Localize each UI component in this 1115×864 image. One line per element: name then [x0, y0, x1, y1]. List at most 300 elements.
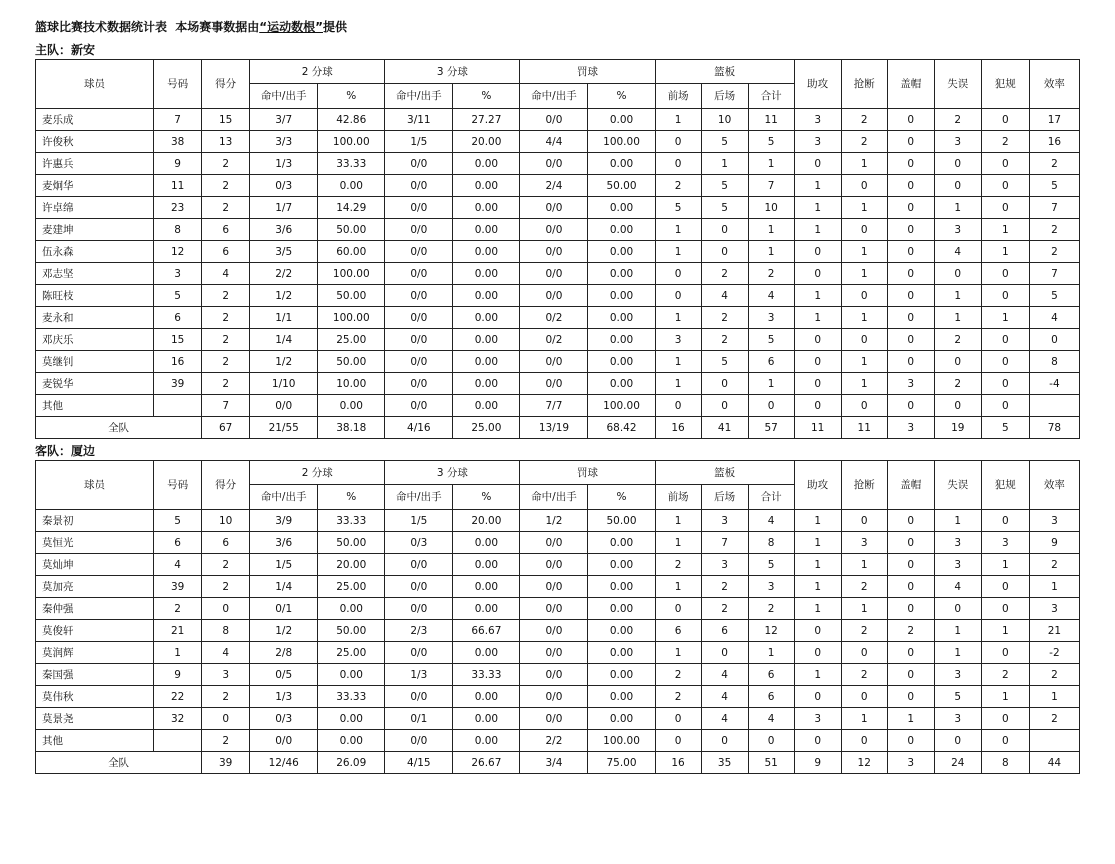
fouls-cell: 3	[981, 532, 1029, 554]
three-pt-made-att-cell: 1/5	[385, 131, 453, 153]
turnovers-cell: 3	[934, 554, 981, 576]
two-pt-made-att-cell: 1/10	[250, 373, 318, 395]
number-cell: 21	[154, 620, 202, 642]
number-cell: 39	[154, 576, 202, 598]
points-cell: 2	[202, 197, 250, 219]
assists-cell: 0	[794, 241, 841, 263]
number-cell: 5	[154, 510, 202, 532]
points-cell: 2	[202, 730, 250, 752]
assists-cell: 0	[794, 395, 841, 417]
turnovers-cell: 3	[934, 532, 981, 554]
subheader-pct: %	[588, 84, 655, 109]
three-pt-pct-cell: 0.00	[453, 395, 520, 417]
steals-cell: 2	[841, 576, 887, 598]
def-reb-cell: 0	[701, 395, 748, 417]
ft-made-att-total-cell: 3/4	[520, 752, 588, 774]
player-row	[36, 131, 1080, 153]
three-pt-pct-cell: 0.00	[453, 351, 520, 373]
header-assists: 助攻	[794, 461, 841, 510]
total-reb-cell: 5	[748, 329, 794, 351]
player-name-cell: 许惠兵	[36, 153, 154, 175]
off-reb-cell: 1	[655, 307, 701, 329]
player-row	[36, 686, 1080, 708]
header-player: 球员	[36, 461, 154, 510]
steals-cell: 1	[841, 153, 887, 175]
three-pt-pct-cell: 0.00	[453, 307, 520, 329]
player-name-cell: 麦建坤	[36, 219, 154, 241]
ft-pct-cell: 0.00	[588, 373, 655, 395]
number-cell: 2	[154, 598, 202, 620]
player-name-cell: 邓庆乐	[36, 329, 154, 351]
def-reb-cell: 3	[701, 554, 748, 576]
def-reb-cell: 0	[701, 373, 748, 395]
off-reb-cell: 2	[655, 664, 701, 686]
def-reb-total-cell: 41	[701, 417, 748, 439]
two-pt-pct-cell: 33.33	[318, 510, 385, 532]
assists-cell: 1	[794, 510, 841, 532]
header-free-throw: 罚球	[520, 461, 655, 485]
points-cell: 4	[202, 263, 250, 285]
ft-made-att-cell: 0/0	[520, 153, 588, 175]
blocks-cell: 0	[887, 730, 934, 752]
steals-cell: 1	[841, 307, 887, 329]
player-name-cell: 秦仲强	[36, 598, 154, 620]
two-pt-pct-cell: 25.00	[318, 329, 385, 351]
subheader-total-reb: 合计	[748, 84, 794, 109]
total-reb-cell: 3	[748, 576, 794, 598]
subheader-def-reb: 后场	[701, 84, 748, 109]
total-reb-cell: 8	[748, 532, 794, 554]
efficiency-total-cell: 78	[1029, 417, 1079, 439]
two-pt-made-att-cell: 0/3	[250, 175, 318, 197]
def-reb-cell: 4	[701, 664, 748, 686]
header-rebounds: 篮板	[655, 60, 794, 84]
turnovers-cell: 5	[934, 686, 981, 708]
turnovers-cell: 1	[934, 620, 981, 642]
player-row	[36, 219, 1080, 241]
number-cell: 5	[154, 285, 202, 307]
def-reb-cell: 5	[701, 351, 748, 373]
assists-cell: 1	[794, 554, 841, 576]
efficiency-cell: 2	[1029, 554, 1079, 576]
def-reb-cell: 7	[701, 532, 748, 554]
three-pt-made-att-cell: 0/0	[385, 307, 453, 329]
fouls-cell: 1	[981, 241, 1029, 263]
points-cell: 15	[202, 109, 250, 131]
turnovers-cell: 1	[934, 307, 981, 329]
player-row	[36, 576, 1080, 598]
total-reb-cell: 6	[748, 351, 794, 373]
subheader-made-att: 命中/出手	[520, 485, 588, 510]
two-pt-pct-cell: 0.00	[318, 664, 385, 686]
two-pt-made-att-cell: 0/0	[250, 395, 318, 417]
total-reb-cell: 0	[748, 730, 794, 752]
efficiency-cell: 2	[1029, 153, 1079, 175]
steals-cell: 0	[841, 395, 887, 417]
blocks-cell: 0	[887, 351, 934, 373]
fouls-cell: 0	[981, 263, 1029, 285]
blocks-cell: 1	[887, 708, 934, 730]
two-pt-made-att-cell: 1/3	[250, 153, 318, 175]
two-pt-pct-cell: 60.00	[318, 241, 385, 263]
three-pt-made-att-cell: 0/0	[385, 373, 453, 395]
header-free-throw: 罚球	[520, 60, 655, 84]
total-reb-total-cell: 51	[748, 752, 794, 774]
player-row	[36, 620, 1080, 642]
points-total-cell: 67	[202, 417, 250, 439]
blocks-cell: 0	[887, 664, 934, 686]
subheader-pct: %	[453, 485, 520, 510]
ft-pct-cell: 0.00	[588, 686, 655, 708]
ft-pct-cell: 0.00	[588, 153, 655, 175]
two-pt-made-att-cell: 1/5	[250, 554, 318, 576]
total-reb-cell: 1	[748, 642, 794, 664]
header-number: 号码	[154, 461, 202, 510]
assists-cell: 0	[794, 642, 841, 664]
two-pt-made-att-cell: 1/2	[250, 620, 318, 642]
ft-made-att-cell: 0/0	[520, 241, 588, 263]
three-pt-pct-cell: 0.00	[453, 263, 520, 285]
header-blocks: 盖帽	[887, 60, 934, 109]
off-reb-cell: 2	[655, 686, 701, 708]
total-reb-cell: 11	[748, 109, 794, 131]
def-reb-cell: 2	[701, 576, 748, 598]
efficiency-cell: -4	[1029, 373, 1079, 395]
assists-cell: 1	[794, 576, 841, 598]
efficiency-cell: 21	[1029, 620, 1079, 642]
points-cell: 0	[202, 708, 250, 730]
points-cell: 2	[202, 285, 250, 307]
off-reb-cell: 1	[655, 219, 701, 241]
ft-pct-cell: 100.00	[588, 131, 655, 153]
turnovers-cell: 0	[934, 395, 981, 417]
total-reb-cell: 6	[748, 686, 794, 708]
two-pt-made-att-cell: 0/0	[250, 730, 318, 752]
away-stats-table	[35, 460, 1080, 774]
fouls-cell: 0	[981, 576, 1029, 598]
two-pt-made-att-cell: 1/1	[250, 307, 318, 329]
player-row	[36, 263, 1080, 285]
player-row	[36, 510, 1080, 532]
two-pt-pct-cell: 0.00	[318, 395, 385, 417]
steals-cell: 1	[841, 554, 887, 576]
three-pt-pct-total-cell: 26.67	[453, 752, 520, 774]
off-reb-cell: 0	[655, 153, 701, 175]
turnovers-cell: 0	[934, 351, 981, 373]
points-cell: 0	[202, 598, 250, 620]
steals-cell: 3	[841, 532, 887, 554]
subheader-pct: %	[588, 485, 655, 510]
off-reb-cell: 1	[655, 532, 701, 554]
blocks-cell: 0	[887, 153, 934, 175]
steals-cell: 0	[841, 686, 887, 708]
turnovers-cell: 0	[934, 175, 981, 197]
ft-made-att-cell: 0/0	[520, 598, 588, 620]
fouls-total-cell: 8	[981, 752, 1029, 774]
ft-pct-cell: 0.00	[588, 241, 655, 263]
total-reb-cell: 1	[748, 219, 794, 241]
def-reb-cell: 0	[701, 730, 748, 752]
turnovers-cell: 1	[934, 285, 981, 307]
number-cell: 15	[154, 329, 202, 351]
steals-cell: 1	[841, 373, 887, 395]
three-pt-pct-cell: 27.27	[453, 109, 520, 131]
team-total-row	[36, 417, 1080, 439]
points-cell: 4	[202, 642, 250, 664]
ft-made-att-cell: 0/0	[520, 219, 588, 241]
ft-pct-cell: 0.00	[588, 197, 655, 219]
player-row	[36, 197, 1080, 219]
ft-pct-cell: 0.00	[588, 576, 655, 598]
efficiency-cell: 3	[1029, 598, 1079, 620]
three-pt-made-att-cell: 0/0	[385, 598, 453, 620]
assists-cell: 1	[794, 664, 841, 686]
header-assists: 助攻	[794, 60, 841, 109]
off-reb-cell: 0	[655, 395, 701, 417]
def-reb-cell: 2	[701, 598, 748, 620]
player-name-cell: 莫恒光	[36, 532, 154, 554]
ft-pct-cell: 0.00	[588, 219, 655, 241]
assists-cell: 1	[794, 197, 841, 219]
efficiency-cell: 4	[1029, 307, 1079, 329]
number-cell: 12	[154, 241, 202, 263]
number-cell: 23	[154, 197, 202, 219]
turnovers-cell: 1	[934, 197, 981, 219]
points-cell: 2	[202, 329, 250, 351]
blocks-cell: 0	[887, 307, 934, 329]
title-source-prefix: 本场赛事数据由	[175, 20, 260, 34]
points-cell: 13	[202, 131, 250, 153]
player-row	[36, 554, 1080, 576]
def-reb-cell: 10	[701, 109, 748, 131]
two-pt-pct-cell: 10.00	[318, 373, 385, 395]
fouls-cell: 0	[981, 329, 1029, 351]
assists-cell: 1	[794, 307, 841, 329]
three-pt-made-att-cell: 0/0	[385, 329, 453, 351]
player-name-cell: 莫景尧	[36, 708, 154, 730]
steals-cell: 1	[841, 708, 887, 730]
three-pt-pct-cell: 0.00	[453, 329, 520, 351]
blocks-cell: 0	[887, 263, 934, 285]
ft-pct-cell: 100.00	[588, 730, 655, 752]
assists-cell: 0	[794, 686, 841, 708]
subheader-made-att: 命中/出手	[250, 84, 318, 109]
two-pt-made-att-cell: 3/5	[250, 241, 318, 263]
fouls-cell: 1	[981, 620, 1029, 642]
header-two-pt: 2 分球	[250, 60, 385, 84]
ft-made-att-cell: 0/0	[520, 642, 588, 664]
player-name-cell: 麦炯华	[36, 175, 154, 197]
header-fouls: 犯规	[981, 461, 1029, 510]
header-efficiency: 效率	[1029, 461, 1079, 510]
total-reb-cell: 1	[748, 153, 794, 175]
steals-cell: 1	[841, 351, 887, 373]
turnovers-cell: 2	[934, 329, 981, 351]
number-cell: 6	[154, 307, 202, 329]
fouls-cell: 1	[981, 219, 1029, 241]
header-blocks: 盖帽	[887, 461, 934, 510]
turnovers-cell: 3	[934, 219, 981, 241]
efficiency-cell: -2	[1029, 642, 1079, 664]
title-main: 篮球比赛技术数据统计表	[35, 20, 168, 34]
subheader-off-reb: 前场	[655, 84, 701, 109]
two-pt-pct-cell: 14.29	[318, 197, 385, 219]
player-row	[36, 532, 1080, 554]
subheader-pct: %	[453, 84, 520, 109]
fouls-cell: 1	[981, 307, 1029, 329]
total-reb-total-cell: 57	[748, 417, 794, 439]
number-cell: 11	[154, 175, 202, 197]
player-row	[36, 373, 1080, 395]
number-cell	[154, 395, 202, 417]
ft-pct-cell: 0.00	[588, 598, 655, 620]
two-pt-made-att-total-cell: 12/46	[250, 752, 318, 774]
steals-total-cell: 12	[841, 752, 887, 774]
ft-pct-cell: 0.00	[588, 642, 655, 664]
player-row	[36, 351, 1080, 373]
off-reb-cell: 5	[655, 197, 701, 219]
turnovers-cell: 1	[934, 642, 981, 664]
total-reb-cell: 2	[748, 263, 794, 285]
title-source-suffix: 提供	[323, 20, 348, 34]
ft-pct-cell: 0.00	[588, 620, 655, 642]
player-name-cell: 秦国强	[36, 664, 154, 686]
steals-cell: 0	[841, 510, 887, 532]
ft-made-att-cell: 0/2	[520, 307, 588, 329]
off-reb-total-cell: 16	[655, 417, 701, 439]
def-reb-cell: 0	[701, 241, 748, 263]
ft-made-att-cell: 0/0	[520, 109, 588, 131]
steals-cell: 2	[841, 131, 887, 153]
source-link[interactable]: “运动数根”	[259, 20, 323, 34]
two-pt-pct-total-cell: 26.09	[318, 752, 385, 774]
efficiency-cell: 2	[1029, 241, 1079, 263]
blocks-cell: 0	[887, 395, 934, 417]
subheader-pct: %	[318, 84, 385, 109]
off-reb-cell: 3	[655, 329, 701, 351]
total-reb-cell: 6	[748, 664, 794, 686]
subheader-total-reb: 合计	[748, 485, 794, 510]
def-reb-cell: 0	[701, 642, 748, 664]
three-pt-pct-cell: 66.67	[453, 620, 520, 642]
number-cell	[154, 730, 202, 752]
steals-cell: 0	[841, 175, 887, 197]
assists-cell: 0	[794, 329, 841, 351]
steals-cell: 0	[841, 285, 887, 307]
header-number: 号码	[154, 60, 202, 109]
blocks-cell: 0	[887, 175, 934, 197]
header-points: 得分	[202, 461, 250, 510]
two-pt-made-att-cell: 3/3	[250, 131, 318, 153]
points-cell: 2	[202, 373, 250, 395]
two-pt-made-att-cell: 1/7	[250, 197, 318, 219]
steals-cell: 0	[841, 329, 887, 351]
turnovers-cell: 2	[934, 109, 981, 131]
header-turnovers: 失误	[934, 461, 981, 510]
fouls-cell: 2	[981, 131, 1029, 153]
blocks-cell: 0	[887, 197, 934, 219]
assists-total-cell: 11	[794, 417, 841, 439]
player-row	[36, 598, 1080, 620]
two-pt-made-att-cell: 0/3	[250, 708, 318, 730]
player-row	[36, 395, 1080, 417]
three-pt-pct-cell: 0.00	[453, 598, 520, 620]
ft-pct-cell: 0.00	[588, 307, 655, 329]
two-pt-pct-cell: 25.00	[318, 576, 385, 598]
three-pt-pct-cell: 0.00	[453, 554, 520, 576]
player-name-cell: 麦永和	[36, 307, 154, 329]
ft-pct-cell: 0.00	[588, 554, 655, 576]
off-reb-cell: 1	[655, 642, 701, 664]
number-cell: 7	[154, 109, 202, 131]
steals-cell: 0	[841, 219, 887, 241]
ft-made-att-cell: 0/0	[520, 351, 588, 373]
blocks-cell: 0	[887, 576, 934, 598]
three-pt-made-att-cell: 0/0	[385, 175, 453, 197]
efficiency-cell	[1029, 395, 1079, 417]
two-pt-pct-cell: 33.33	[318, 153, 385, 175]
points-total-cell: 39	[202, 752, 250, 774]
two-pt-pct-cell: 100.00	[318, 307, 385, 329]
steals-cell: 1	[841, 598, 887, 620]
points-cell: 6	[202, 241, 250, 263]
three-pt-made-att-cell: 0/0	[385, 197, 453, 219]
def-reb-cell: 4	[701, 686, 748, 708]
total-reb-cell: 4	[748, 285, 794, 307]
assists-cell: 3	[794, 109, 841, 131]
blocks-total-cell: 3	[887, 752, 934, 774]
player-row	[36, 153, 1080, 175]
two-pt-pct-cell: 50.00	[318, 351, 385, 373]
blocks-total-cell: 3	[887, 417, 934, 439]
efficiency-cell: 5	[1029, 285, 1079, 307]
off-reb-cell: 0	[655, 263, 701, 285]
home-team-label: 主队：新安	[35, 43, 96, 57]
total-reb-cell: 5	[748, 554, 794, 576]
total-reb-cell: 12	[748, 620, 794, 642]
ft-pct-cell: 100.00	[588, 395, 655, 417]
total-reb-cell: 1	[748, 241, 794, 263]
points-cell: 3	[202, 664, 250, 686]
efficiency-cell: 5	[1029, 175, 1079, 197]
three-pt-pct-cell: 0.00	[453, 708, 520, 730]
number-cell: 32	[154, 708, 202, 730]
header-points: 得分	[202, 60, 250, 109]
two-pt-pct-cell: 50.00	[318, 532, 385, 554]
assists-cell: 0	[794, 730, 841, 752]
steals-cell: 2	[841, 620, 887, 642]
ft-pct-cell: 0.00	[588, 532, 655, 554]
number-cell: 9	[154, 153, 202, 175]
off-reb-cell: 0	[655, 285, 701, 307]
turnovers-cell: 0	[934, 153, 981, 175]
two-pt-made-att-cell: 1/2	[250, 351, 318, 373]
blocks-cell: 0	[887, 109, 934, 131]
efficiency-cell: 2	[1029, 708, 1079, 730]
player-name-cell: 许俊秋	[36, 131, 154, 153]
fouls-cell: 0	[981, 153, 1029, 175]
three-pt-pct-total-cell: 25.00	[453, 417, 520, 439]
ft-pct-cell: 0.00	[588, 664, 655, 686]
player-row	[36, 642, 1080, 664]
two-pt-made-att-cell: 3/6	[250, 219, 318, 241]
number-cell: 38	[154, 131, 202, 153]
off-reb-cell: 1	[655, 351, 701, 373]
player-row	[36, 664, 1080, 686]
ft-pct-cell: 0.00	[588, 109, 655, 131]
ft-pct-cell: 0.00	[588, 329, 655, 351]
blocks-cell: 0	[887, 131, 934, 153]
